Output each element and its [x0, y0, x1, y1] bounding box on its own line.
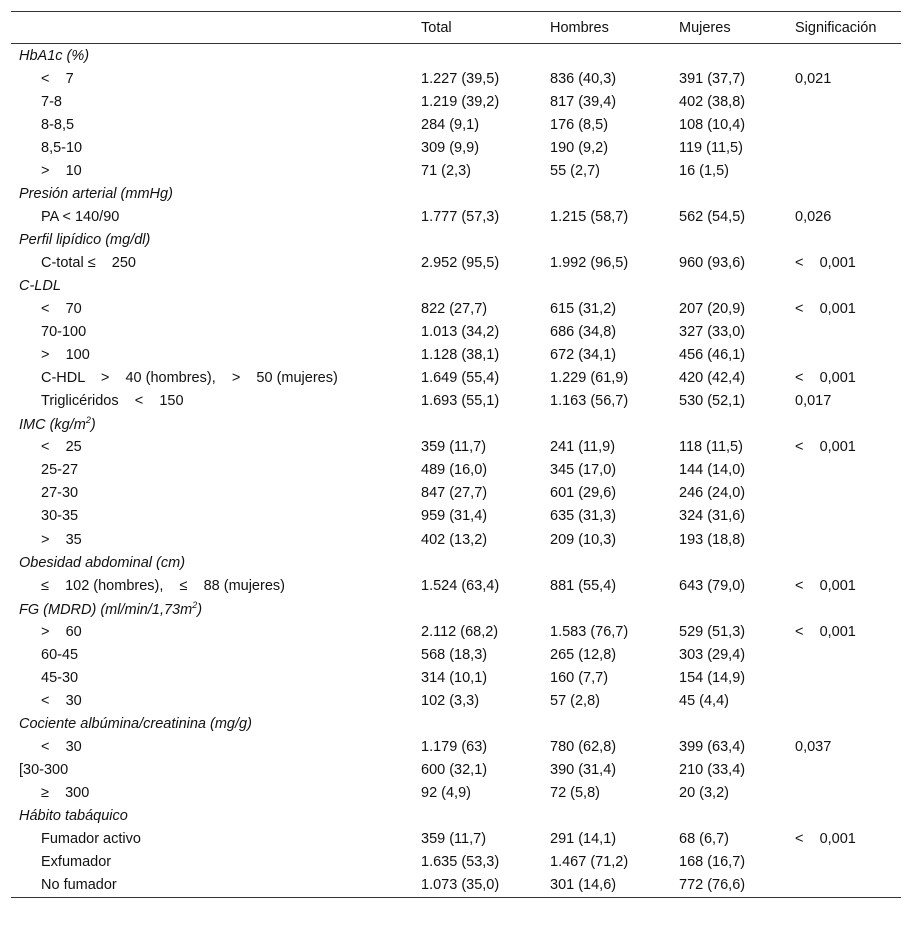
- cell-significacion: [787, 344, 901, 367]
- cell-significacion: 0,037: [795, 738, 832, 755]
- cell-total: 402 (13,2): [421, 531, 488, 548]
- section-row: [11, 44, 901, 68]
- cell-mujeres: 108 (10,4): [679, 116, 746, 133]
- table-row: [11, 735, 901, 758]
- cell-significacion: [787, 874, 901, 898]
- cell-total: 489 (16,0): [421, 462, 488, 479]
- cell-hombres: 780 (62,8): [550, 738, 617, 755]
- header-significacion: Significación: [787, 12, 901, 44]
- cell-total: 1.635 (53,3): [421, 854, 500, 871]
- cell-mujeres: 960 (93,6): [679, 254, 746, 271]
- row-label: 70-100: [41, 324, 87, 341]
- header-variable: [11, 12, 413, 44]
- cell-hombres: 55 (2,7): [550, 162, 600, 179]
- table-row: [11, 758, 901, 781]
- section-label-text: C-LDL: [19, 277, 61, 294]
- row-label: 8,5-10: [41, 139, 83, 156]
- cell-total: 847 (27,7): [421, 485, 488, 502]
- cell-total: 1.179 (63): [421, 738, 488, 755]
- cell-significacion: [787, 758, 901, 781]
- cell-total: 1.013 (34,2): [421, 324, 500, 341]
- section-label-text: Obesidad abdominal (cm): [19, 554, 186, 571]
- cell-mujeres: 530 (52,1): [679, 393, 746, 410]
- cell-hombres: 301 (14,6): [542, 874, 671, 898]
- cell-hombres: 209 (10,3): [550, 531, 617, 548]
- cell-significacion: [787, 113, 901, 136]
- section-label: [11, 413, 901, 436]
- cell-total: 102 (3,3): [421, 692, 480, 709]
- cell-hombres: 176 (8,5): [550, 116, 609, 133]
- cell-total: 959 (31,4): [421, 508, 488, 525]
- header-row: [11, 12, 901, 44]
- row-label: [30-300: [19, 761, 69, 778]
- cell-hombres: 817 (39,4): [550, 93, 617, 110]
- section-label: [11, 274, 901, 297]
- cell-hombres: 190 (9,2): [550, 139, 609, 156]
- cell-hombres: 1.992 (96,5): [550, 254, 629, 271]
- cell-total: 822 (27,7): [421, 301, 488, 318]
- section-label-text: Perfil lipídico (mg/dl): [19, 231, 151, 248]
- table-row: [11, 459, 901, 482]
- table-row: [11, 505, 901, 528]
- section-label: [11, 712, 901, 735]
- cell-hombres: 1.215 (58,7): [550, 208, 629, 225]
- table-body: [11, 44, 901, 898]
- cell-hombres: 72 (5,8): [550, 785, 600, 802]
- row-label: 60-45: [41, 646, 79, 663]
- section-label-text: IMC (kg/m: [19, 417, 86, 434]
- section-row: [11, 274, 901, 297]
- table-row: [11, 828, 901, 851]
- cell-total: 1.777 (57,3): [421, 208, 500, 225]
- table-container: [11, 11, 901, 898]
- cell-significacion: < 0,001: [795, 301, 856, 318]
- cell-total: 309 (9,9): [421, 139, 480, 156]
- table-row: [11, 643, 901, 666]
- cell-significacion: [787, 643, 901, 666]
- cell-significacion: [787, 851, 901, 874]
- table-row: [11, 482, 901, 505]
- table-row: [11, 251, 901, 274]
- cell-hombres: 241 (11,9): [550, 439, 616, 456]
- data-table: [11, 11, 901, 898]
- header-mujeres: Mujeres: [671, 12, 787, 44]
- cell-mujeres: 562 (54,5): [679, 208, 746, 225]
- cell-hombres: 836 (40,3): [550, 70, 617, 87]
- table-row: [11, 782, 901, 805]
- row-label: < 70: [41, 301, 82, 318]
- table-row: [11, 136, 901, 159]
- table-row: [11, 205, 901, 228]
- cell-significacion: [787, 482, 901, 505]
- table-row: [11, 528, 901, 551]
- cell-hombres: 160 (7,7): [550, 669, 609, 686]
- cell-significacion: < 0,001: [795, 577, 856, 594]
- row-label: 8-8,5: [41, 116, 75, 133]
- cell-total: 1.073 (35,0): [413, 874, 542, 898]
- section-row: [11, 182, 901, 205]
- cell-significacion: 0,017: [795, 393, 832, 410]
- table-row: [11, 851, 901, 874]
- cell-significacion: [787, 528, 901, 551]
- section-row: [11, 413, 901, 436]
- row-label: Triglicéridos < 150: [41, 393, 184, 410]
- cell-total: 1.524 (63,4): [421, 577, 500, 594]
- table-row: [11, 113, 901, 136]
- table-row: [11, 159, 901, 182]
- cell-hombres: 345 (17,0): [550, 462, 617, 479]
- cell-significacion: 0,021: [795, 70, 832, 87]
- row-label: < 30: [41, 692, 82, 709]
- cell-significacion: [787, 459, 901, 482]
- cell-hombres: 635 (31,3): [550, 508, 617, 525]
- table-row: [11, 666, 901, 689]
- cell-hombres: 881 (55,4): [550, 577, 617, 594]
- cell-mujeres: 207 (20,9): [679, 301, 746, 318]
- row-label: < 30: [41, 738, 82, 755]
- cell-hombres: 390 (31,4): [550, 761, 617, 778]
- row-label: > 10: [41, 162, 82, 179]
- row-label: 27-30: [41, 485, 79, 502]
- cell-total: 1.128 (38,1): [421, 347, 500, 364]
- cell-mujeres: 144 (14,0): [679, 462, 746, 479]
- section-row: [11, 228, 901, 251]
- cell-mujeres: 193 (18,8): [679, 531, 746, 548]
- header-hombres: Hombres: [542, 12, 671, 44]
- cell-significacion: < 0,001: [795, 370, 856, 387]
- cell-mujeres: 456 (46,1): [679, 347, 746, 364]
- cell-hombres: 57 (2,8): [550, 692, 600, 709]
- cell-total: 92 (4,9): [421, 785, 471, 802]
- row-label: > 60: [41, 623, 82, 640]
- row-label: > 35: [41, 531, 82, 548]
- cell-significacion: < 0,001: [795, 439, 856, 456]
- cell-mujeres: 16 (1,5): [679, 162, 729, 179]
- row-label: 7-8: [41, 93, 62, 110]
- cell-significacion: [787, 159, 901, 182]
- row-label: < 25: [41, 439, 82, 456]
- section-label-text: HbA1c (%): [19, 47, 90, 64]
- cell-significacion: [787, 666, 901, 689]
- table-row: [11, 67, 901, 90]
- cell-mujeres: 154 (14,9): [679, 669, 746, 686]
- cell-mujeres: 529 (51,3): [679, 623, 746, 640]
- cell-mujeres: 20 (3,2): [679, 785, 729, 802]
- cell-significacion: [787, 136, 901, 159]
- cell-hombres: 615 (31,2): [550, 301, 617, 318]
- row-label: C-HDL > 40 (hombres), > 50 (mujeres): [41, 370, 338, 387]
- section-row: [11, 551, 901, 574]
- cell-hombres: 265 (12,8): [550, 646, 617, 663]
- cell-total: 1.649 (55,4): [421, 370, 500, 387]
- section-row: [11, 805, 901, 828]
- cell-hombres: 686 (34,8): [550, 324, 617, 341]
- cell-total: 359 (11,7): [421, 831, 487, 848]
- section-label: [11, 228, 901, 251]
- cell-total: 284 (9,1): [421, 116, 480, 133]
- cell-total: 1.227 (39,5): [421, 70, 500, 87]
- cell-hombres: 1.163 (56,7): [550, 393, 629, 410]
- cell-total: 2.112 (68,2): [421, 623, 499, 640]
- cell-total: 359 (11,7): [421, 439, 487, 456]
- row-label: < 7: [41, 70, 74, 87]
- cell-significacion: [787, 782, 901, 805]
- cell-mujeres: 45 (4,4): [679, 692, 729, 709]
- table-row: [11, 298, 901, 321]
- cell-mujeres: 303 (29,4): [679, 646, 746, 663]
- cell-total: 1.693 (55,1): [421, 393, 500, 410]
- cell-total: 314 (10,1): [421, 669, 488, 686]
- row-label: 30-35: [41, 508, 79, 525]
- section-label-text: Hábito tabáquico: [19, 808, 128, 825]
- cell-mujeres: 68 (6,7): [679, 831, 729, 848]
- cell-mujeres: 391 (37,7): [679, 70, 746, 87]
- section-label-text: Presión arterial (mmHg): [19, 185, 173, 202]
- cell-significacion: < 0,001: [795, 254, 856, 271]
- cell-hombres: 1.229 (61,9): [550, 370, 629, 387]
- cell-mujeres: 420 (42,4): [679, 370, 746, 387]
- header-total: Total: [413, 12, 542, 44]
- section-label: [11, 44, 901, 68]
- section-label: [11, 182, 901, 205]
- row-label: PA < 140/90: [41, 208, 120, 225]
- section-label-text: FG (MDRD) (ml/min/1,73m: [19, 601, 193, 618]
- cell-significacion: [787, 321, 901, 344]
- table-row: [11, 689, 901, 712]
- row-label: 45-30: [41, 669, 79, 686]
- section-label: [11, 805, 901, 828]
- cell-mujeres: 327 (33,0): [679, 324, 746, 341]
- row-label: ≥ 300: [41, 785, 90, 802]
- section-row: [11, 712, 901, 735]
- cell-mujeres: 772 (76,6): [671, 874, 787, 898]
- cell-significacion: < 0,001: [795, 831, 856, 848]
- cell-mujeres: 246 (24,0): [679, 485, 746, 502]
- row-label: 25-27: [41, 462, 79, 479]
- table-row: [11, 367, 901, 390]
- table-row: [11, 574, 901, 597]
- row-label: No fumador: [11, 874, 413, 898]
- table-row: [11, 344, 901, 367]
- cell-significacion: 0,026: [795, 208, 832, 225]
- cell-significacion: [787, 689, 901, 712]
- row-label: ≤ 102 (hombres), ≤ 88 (mujeres): [41, 577, 285, 594]
- cell-hombres: 1.583 (76,7): [550, 623, 629, 640]
- cell-hombres: 291 (14,1): [550, 831, 617, 848]
- cell-significacion: [787, 90, 901, 113]
- table-row: [11, 620, 901, 643]
- cell-mujeres: 119 (11,5): [679, 139, 743, 156]
- table-row: [11, 321, 901, 344]
- cell-total: 1.219 (39,2): [421, 93, 500, 110]
- cell-mujeres: 643 (79,0): [679, 577, 746, 594]
- section-label-suffix: ): [90, 417, 96, 434]
- row-label: Fumador activo: [41, 831, 141, 848]
- cell-significacion: [787, 505, 901, 528]
- cell-significacion: < 0,001: [795, 623, 856, 640]
- cell-hombres: 601 (29,6): [550, 485, 617, 502]
- cell-mujeres: 324 (31,6): [679, 508, 746, 525]
- cell-hombres: 672 (34,1): [550, 347, 617, 364]
- row-label: Exfumador: [41, 854, 112, 871]
- cell-hombres: 1.467 (71,2): [550, 854, 629, 871]
- table-header: [11, 12, 901, 44]
- table-row: [11, 90, 901, 113]
- section-row: [11, 597, 901, 620]
- section-label-text: Cociente albúmina/creatinina (mg/g): [19, 715, 252, 732]
- cell-mujeres: 168 (16,7): [679, 854, 746, 871]
- cell-total: 600 (32,1): [421, 761, 488, 778]
- row-label: C-total ≤ 250: [41, 254, 137, 271]
- row-label: > 100: [41, 347, 90, 364]
- table-row: [11, 874, 901, 898]
- cell-total: 71 (2,3): [421, 162, 471, 179]
- section-label: [11, 597, 901, 620]
- cell-total: 568 (18,3): [421, 646, 488, 663]
- cell-mujeres: 210 (33,4): [679, 761, 746, 778]
- cell-mujeres: 118 (11,5): [679, 439, 743, 456]
- section-label-superscript: 2: [85, 415, 91, 426]
- cell-mujeres: 402 (38,8): [679, 93, 746, 110]
- cell-total: 2.952 (95,5): [421, 254, 500, 271]
- section-label: [11, 551, 901, 574]
- table-row: [11, 390, 901, 413]
- section-label-suffix: ): [197, 601, 203, 618]
- section-label-superscript: 2: [192, 599, 198, 610]
- cell-mujeres: 399 (63,4): [679, 738, 746, 755]
- table-row: [11, 436, 901, 459]
